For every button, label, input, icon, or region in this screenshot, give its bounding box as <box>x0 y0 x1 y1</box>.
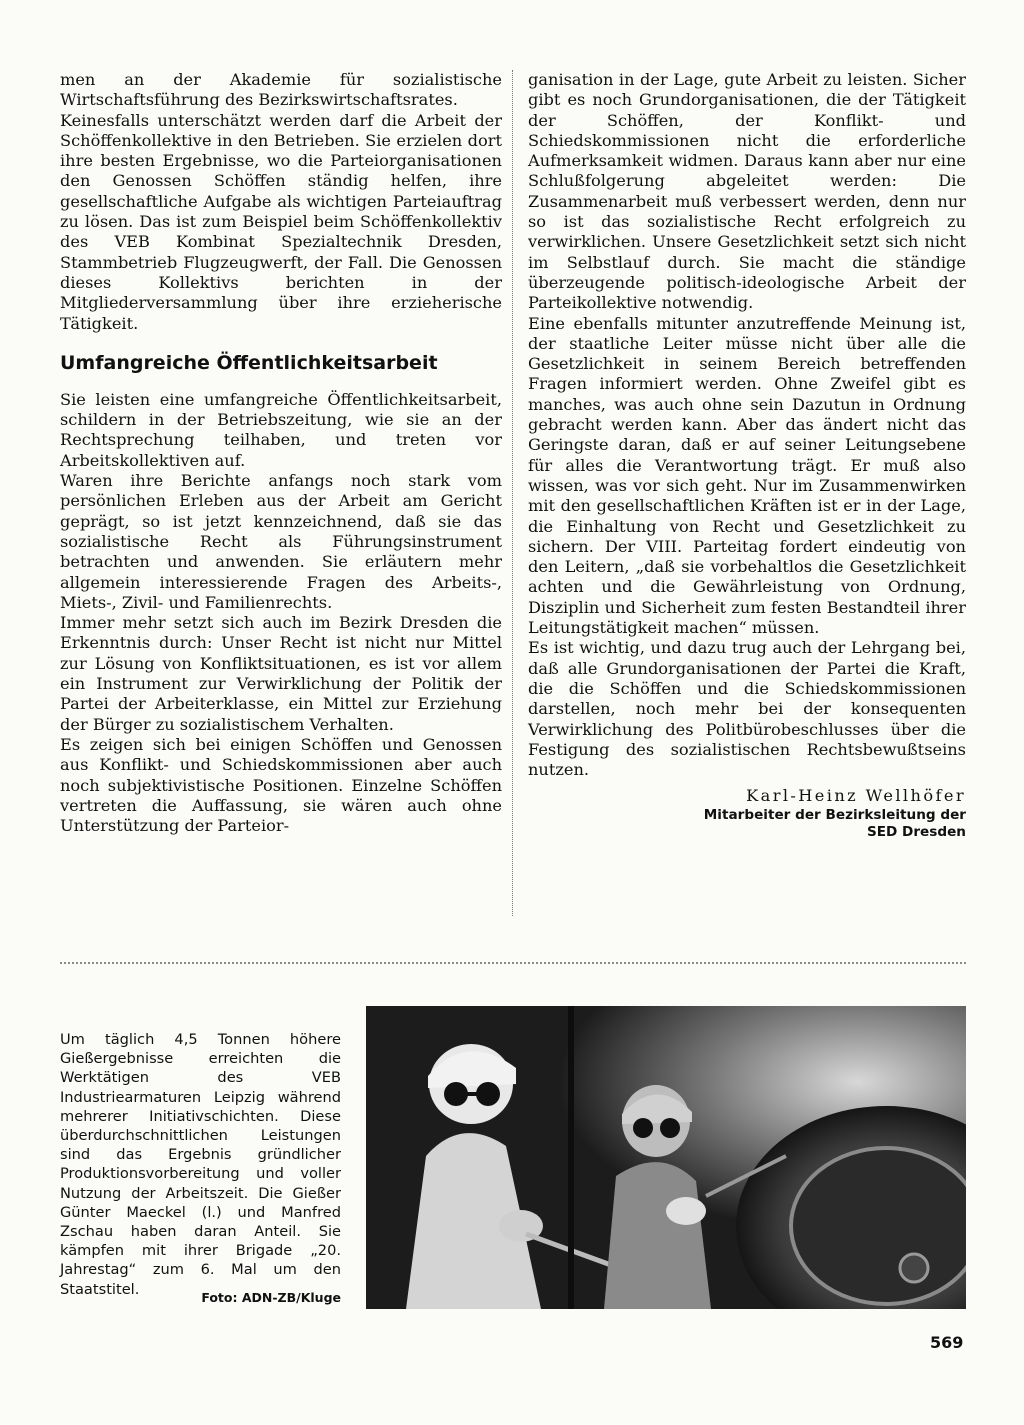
paragraph: Eine ebenfalls mitunter anzutreffende Meinung ist, der staatliche Leiter müsse nicht über alle die Gesetzlichkeit in seinem Bereich betreffenden Fragen informiert werden. Ohne Zweifel gibt es manches, was auch ohne sein Dazutun in Ordnung gebracht werden kann. Aber das ändert nicht das Geringste daran, daß er auf seiner Leitungsebene für alles die Verantwortung trägt. Er muß also wissen, was vor sich geht. Nur im Zusammenwirken mit den gesellschaftlichen Kräften ist er in der Lage, die Einhaltung von Recht und Gesetzlichkeit zu sichern. Der VIII. Parteitag fordert eindeutig von den Leitern, „daß sie vorbehaltlos die Gesetzlichkeit achten und die Gewährleistung von Ordnung, Disziplin und Sicherheit zum festen Bestandteil ihrer Leitungstätigkeit machen“ müssen. <box>528 313 966 638</box>
paragraph: ganisation in der Lage, gute Arbeit zu leisten. Sicher gibt es noch Grundorganisationen, die der Tätigkeit der Schöffen, der Konflikt- und Schiedskommissionen nicht die erforderliche Aufmerksamkeit widmen. Daraus kann aber nur eine Schlußfolgerung abgeleitet werden: Die Zusammenarbeit muß verbessert werden, denn nur so ist das sozialistische Recht erfolgreich zu verwirklichen. Unsere Gesetzlichkeit setzt sich nicht im Selbstlauf durch. Sie macht die ständige überzeugende politisch-ideologische Arbeit der Parteikollektive notwendig. <box>528 70 966 313</box>
page-number: 569 <box>930 1333 964 1352</box>
article-column-left <box>60 70 502 836</box>
author-role: Mitarbeiter der Bezirksleitung der <box>703 806 966 823</box>
photo-caption: Um täglich 4,5 Tonnen höhere Gießergebnisse erreichten die Werktätigen des VEB Industriearmaturen Leipzig während mehrerer Initiativschichten. Diese überdurchschnittlichen Leistungen sind das Ergebnis gründlicher Produktionsvorbereitung und voller Nutzung der Arbeitszeit. Die Gießer Günter Maeckel (l.) und Manfred Zschau haben daran Anteil. Sie kämpfen mit ihrer Brigade „20. Jahrestag“ zum 6. Mal um den Staatstitel. <box>60 1031 341 1298</box>
paragraph: Sie leisten eine umfangreiche Öffentlichkeitsarbeit, schildern in der Betriebszeitung, wie sie an der Rechtsprechung teilhaben, und treten vor Arbeitskollektiven auf. <box>60 389 502 470</box>
photo-illustration-icon <box>366 1006 966 1309</box>
article-column-right <box>528 70 966 841</box>
paragraph: Immer mehr setzt sich auch im Bezirk Dresden die Erkenntnis durch: Unser Recht ist nicht nur Mittel zur Lösung von Konfliktsituationen, es ist vor allem ein Instrument zur Verwirklichung der Politik der Partei der Arbeiterklasse, ein Mittel zur Erziehung der Bürger zu sozialistischem Verhalten. <box>60 613 502 734</box>
paragraph: Keinesfalls unterschätzt werden darf die Arbeit der Schöffenkollektive in den Betrieben. Sie erzielen dort ihre besten Ergebnisse, wo die Parteiorganisationen den Genossen Schöffen ständig helfen, ihre gesellschaftliche Aufgabe als wichtigen Parteiauftrag zu lösen. Das ist zum Beispiel beim Schöffenkollektiv des VEB Kombinat Spezialtechnik Dresden, Stammbetrieb Flugzeugwerft, der Fall. Die Genossen dieses Kollektivs berichten in der Mitgliederversammlung über ihre erzieherische Tätigkeit. <box>60 110 502 333</box>
paragraph: Es zeigen sich bei einigen Schöffen und Genossen aus Konflikt- und Schiedskommissionen aber auch noch subjektivistische Positionen. Einzelne Schöffen vertreten die Auffassung, sie wären auch ohne Unterstützung der Parteior- <box>60 734 502 836</box>
photo-credit: Foto: ADN-ZB/Kluge <box>201 1290 341 1305</box>
section-heading: Umfangreiche Öffentlichkeitsarbeit <box>60 351 438 374</box>
column-divider <box>512 70 513 916</box>
author-name: Karl-Heinz Wellhöfer <box>746 786 966 806</box>
foundry-workers-photo <box>366 1006 966 1309</box>
paragraph: men an der Akademie für sozialistische Wirtschaftsführung des Bezirkswirtschaftsrates. <box>60 70 502 110</box>
paragraph: Waren ihre Berichte anfangs noch stark vom persönlichen Erleben aus der Arbeit am Gericht geprägt, so ist jetzt kennzeichnend, daß sie das sozialistische Recht als Führungsinstrument betrachten und anwenden. Sie erläutern mehr allgemein interessierende Fragen des Arbeits-, Miets-, Zivil- und Familienrechts. <box>60 471 502 612</box>
paragraph: Es ist wichtig, und dazu trug auch der Lehrgang bei, daß alle Grundorganisationen der Partei die Kraft, die die Schöffen und die Schiedskommissionen darstellen, noch mehr bei der konsequenten Verwirklichung des Politbürobeschlusses über die Festigung des sozialistischen Rechtsbewußtseins nutzen. <box>528 638 966 780</box>
author-organization: SED Dresden <box>866 823 966 840</box>
section-divider <box>60 962 966 964</box>
